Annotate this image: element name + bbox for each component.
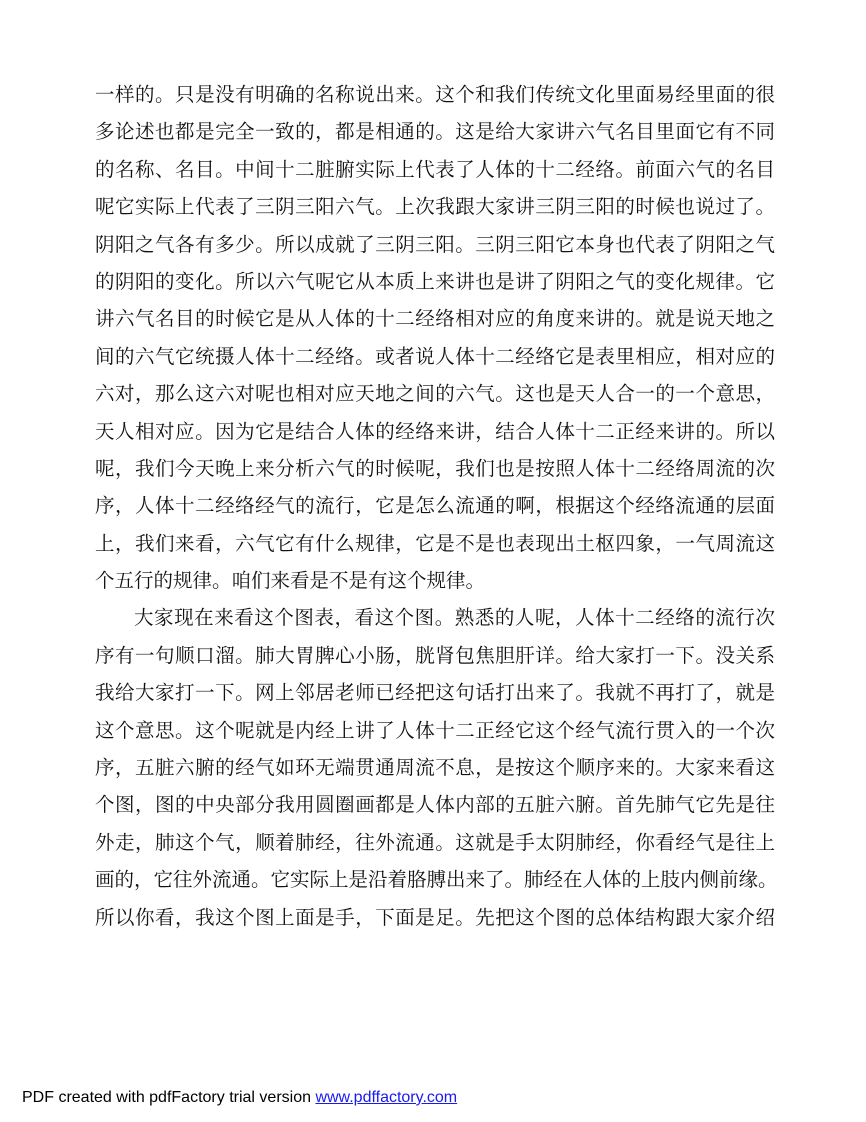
paragraph-1 [95, 76, 775, 599]
text-line: 个五行的规律。咱们来看是不是有这个规律。 [95, 569, 486, 593]
text-line: 我给大家打一下。网上邻居老师已经把这句话打出来了。我就不再打了，就是 [95, 681, 775, 705]
text-line: 这个意思。这个呢就是内经上讲了人体十二正经它这个经气流行贯入的一个次 [95, 718, 775, 742]
text-line: 所以你看，我这个图上面是手，下面是足。先把这个图的总体结构跟大家介绍 [95, 905, 775, 929]
text-line: 上，我们来看，六气它有什么规律，它是不是也表现出土枢四象，一气周流这 [95, 531, 775, 555]
text-line: 六对，那么这六对呢也相对应天地之间的六气。这也是天人合一的一个意思， [95, 382, 775, 406]
document-page [95, 76, 778, 936]
text-line: 的阴阳的变化。所以六气呢它从本质上来讲也是讲了阴阳之气的变化规律。它 [95, 269, 775, 293]
text-line: 的名称、名目。中间十二脏腑实际上代表了人体的十二经络。前面六气的名目 [95, 157, 775, 181]
text-line: 讲六气名目的时候它是从人体的十二经络相对应的角度来讲的。就是说天地之 [95, 307, 775, 331]
text-line: 序，人体十二经络经气的流行，它是怎么流通的啊，根据这个经络流通的层面 [95, 494, 775, 518]
pdf-footer [22, 1089, 457, 1107]
footer-link[interactable]: www.pdffactory.com [315, 1089, 458, 1106]
text-line: 序，五脏六腑的经气如环无端贯通周流不息，是按这个顺序来的。大家来看这 [95, 756, 775, 780]
text-line: 画的，它往外流通。它实际上是沿着胳膊出来了。肺经在人体的上肢内侧前缘。 [95, 868, 778, 892]
text-line: 呢，我们今天晚上来分析六气的时候呢，我们也是按照人体十二经络周流的次 [95, 456, 775, 480]
text-line: 大家现在来看这个图表，看这个图。熟悉的人呢，人体十二经络的流行次 [134, 606, 775, 630]
text-line: 天人相对应。因为它是结合人体的经络来讲，结合人体十二正经来讲的。所以 [95, 419, 775, 443]
text-line: 呢它实际上代表了三阴三阳六气。上次我跟大家讲三阴三阳的时候也说过了。 [95, 195, 775, 219]
text-line: 间的六气它统摄人体十二经络。或者说人体十二经络它是表里相应，相对应的 [95, 344, 775, 368]
footer-text: PDF created with pdfFactory trial version [22, 1089, 316, 1106]
text-line: 序有一句顺口溜。肺大胃脾心小肠，胱肾包焦胆肝详。给大家打一下。没关系 [95, 643, 775, 667]
paragraph-2 [95, 599, 778, 936]
text-line: 阴阳之气各有多少。所以成就了三阴三阳。三阴三阳它本身也代表了阴阳之气 [95, 232, 775, 256]
text-line: 个图，图的中央部分我用圆圈画都是人体内部的五脏六腑。首先肺气它先是往 [95, 793, 775, 817]
text-line: 外走，肺这个气，顺着肺经，往外流通。这就是手太阴肺经，你看经气是往上 [95, 830, 775, 854]
text-line: 多论述也都是完全一致的，都是相通的。这是给大家讲六气名目里面它有不同 [95, 120, 775, 144]
text-line: 一样的。只是没有明确的名称说出来。这个和我们传统文化里面易经里面的很 [95, 83, 775, 106]
